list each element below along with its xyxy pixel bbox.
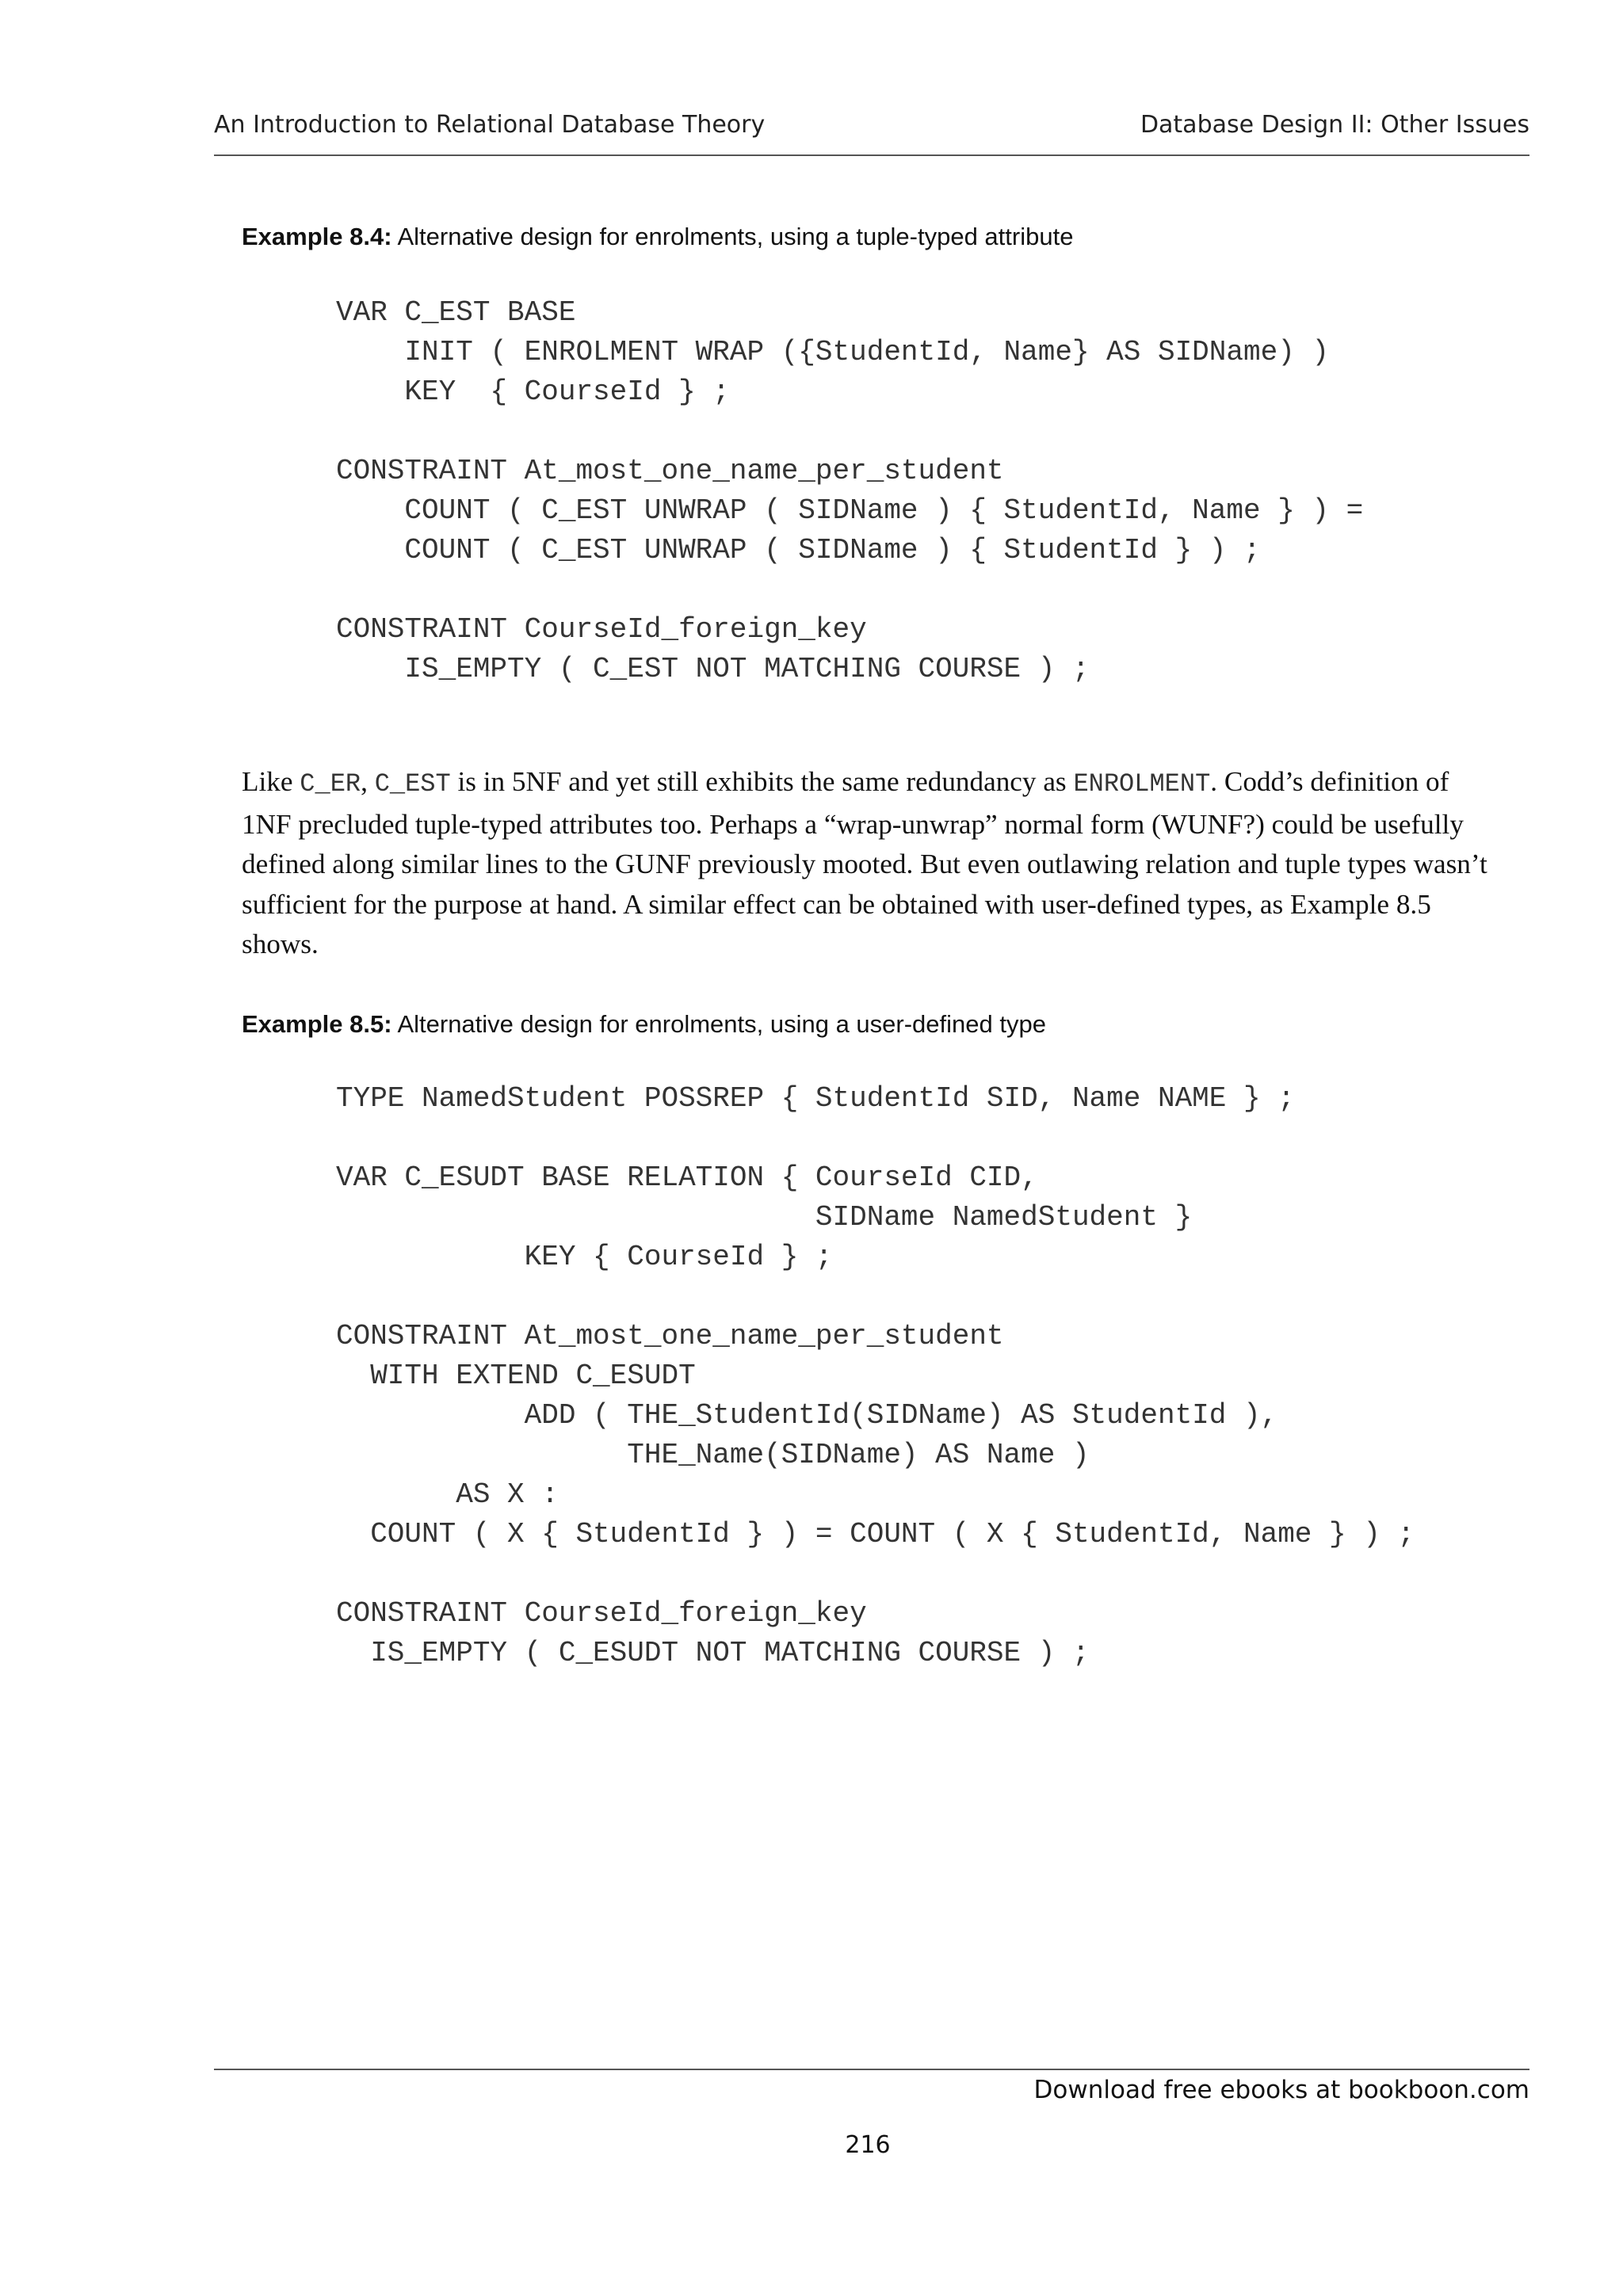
code-line: [336, 570, 1363, 610]
header-rule: [214, 154, 1529, 156]
paragraph-text: is in 5NF and yet still exhibits the same redundancy as: [450, 766, 1074, 797]
code-line: [336, 1277, 1415, 1317]
code-line: [336, 1119, 1415, 1158]
code-line: COUNT ( C_EST UNWRAP ( SIDName ) { StudentId, Name } ) =: [336, 494, 1364, 527]
example-8-5-label: Example 8.5:: [242, 1010, 392, 1038]
example-8-5-caption: [242, 1010, 1046, 1039]
code-line: WITH EXTEND C_ESUDT: [336, 1360, 696, 1392]
example-8-5-code: [336, 1079, 1415, 1673]
example-8-4-code: [336, 293, 1363, 689]
paragraph-text: . Codd’s definition of 1NF precluded tuple-typed attributes too. Perhaps a “wrap-unwrap” normal form (WUNF?) could be usefully defined along similar lines to the GUNF previously mooted. But even outlawing relation and tuple types wasn’t sufficient for the purpose at hand. A similar effect can be obtained with user-defined types, as Example 8.5 shows.: [242, 766, 1487, 959]
example-8-4-caption: [242, 223, 1073, 251]
example-8-4-label: Example 8.4:: [242, 223, 392, 250]
code-line: SIDName NamedStudent }: [336, 1201, 1193, 1234]
code-line: INIT ( ENROLMENT WRAP ({StudentId, Name} AS SIDName) ): [336, 336, 1330, 368]
paragraph-text: ,: [361, 766, 375, 797]
code-term-enrolment: ENROLMENT: [1073, 769, 1211, 799]
code-line: VAR C_EST BASE: [336, 296, 576, 329]
code-line: [336, 1554, 1415, 1594]
code-line: CONSTRAINT CourseId_foreign_key: [336, 1597, 867, 1630]
code-line: COUNT ( C_EST UNWRAP ( SIDName ) { StudentId } ) ;: [336, 534, 1261, 566]
code-line: TYPE NamedStudent POSSREP { StudentId SID, Name NAME } ;: [336, 1082, 1295, 1115]
code-line: IS_EMPTY ( C_EST NOT MATCHING COURSE ) ;: [336, 653, 1090, 685]
footer-rule: [214, 2069, 1529, 2070]
code-line: CONSTRAINT At_most_one_name_per_student: [336, 455, 1004, 487]
code-line: THE_Name(SIDName) AS Name ): [336, 1439, 1090, 1471]
bookboon-download-link[interactable]: Download free ebooks at bookboon.com: [1033, 2076, 1529, 2104]
body-paragraph: [242, 762, 1502, 965]
example-8-4-caption-text: Alternative design for enrolments, using a tuple-typed attribute: [391, 223, 1074, 250]
code-line: IS_EMPTY ( C_ESUDT NOT MATCHING COURSE ) ;: [336, 1637, 1090, 1669]
code-line: KEY { CourseId } ;: [336, 376, 730, 408]
code-term-c-est: C_EST: [374, 769, 451, 799]
code-line: VAR C_ESUDT BASE RELATION { CourseId CID,: [336, 1161, 1038, 1194]
running-header-chapter: Database Design II: Other Issues: [1140, 111, 1529, 139]
code-term-c-er: C_ER: [300, 769, 361, 799]
running-header-title: An Introduction to Relational Database Theory: [214, 111, 766, 139]
code-line: CONSTRAINT CourseId_foreign_key: [336, 613, 867, 646]
code-line: AS X :: [336, 1478, 559, 1511]
page-number: 216: [845, 2131, 891, 2159]
code-line: KEY { CourseId } ;: [336, 1241, 833, 1273]
example-8-5-caption-text: Alternative design for enrolments, using a user-defined type: [391, 1010, 1046, 1038]
code-line: COUNT ( X { StudentId } ) = COUNT ( X { StudentId, Name } ) ;: [336, 1518, 1415, 1550]
code-line: ADD ( THE_StudentId(SIDName) AS StudentId ),: [336, 1399, 1278, 1432]
paragraph-text: Like: [242, 766, 300, 797]
code-line: [336, 412, 1363, 452]
code-line: CONSTRAINT At_most_one_name_per_student: [336, 1320, 1004, 1352]
